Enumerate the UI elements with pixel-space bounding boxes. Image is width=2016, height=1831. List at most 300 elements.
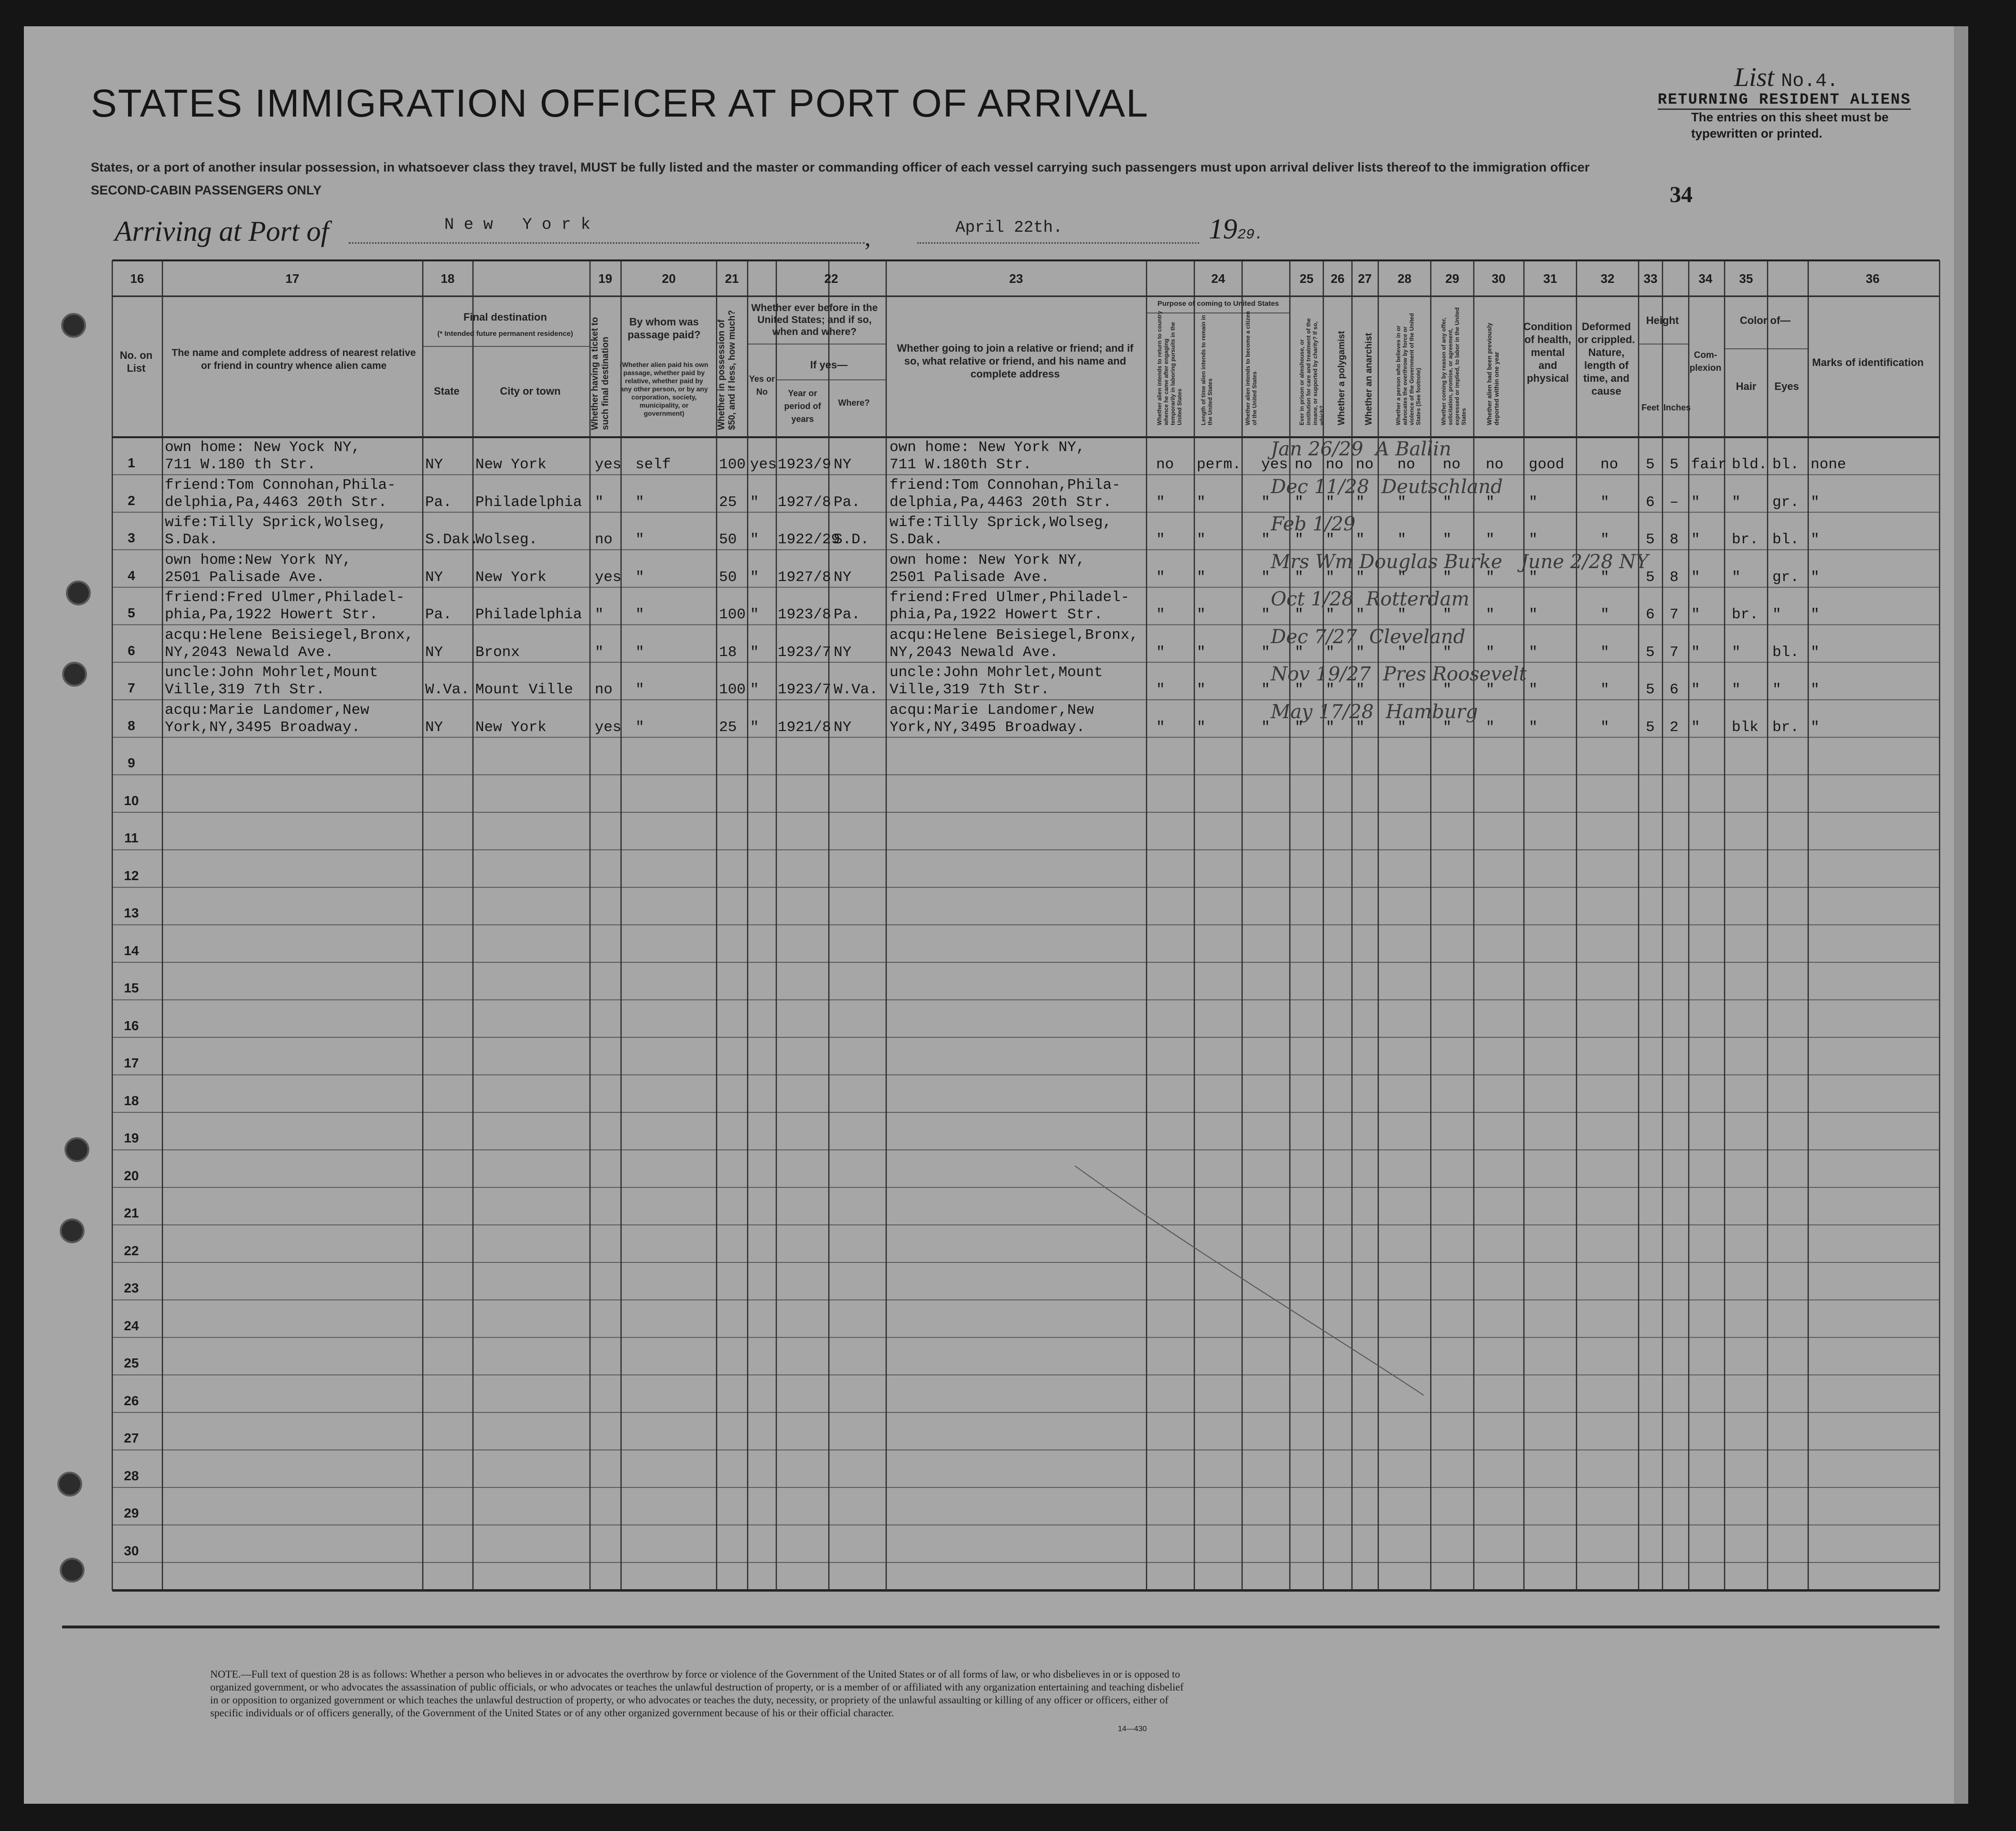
hdr-overthrow: Whether a person who believes in or advocates the overthrow by force or violence of the Government of the United States (See footnote) <box>1395 313 1422 425</box>
join-relative-line2: S.Dak. <box>890 531 943 548</box>
row-number: 2 <box>128 493 135 508</box>
destination-state: NY <box>425 456 443 473</box>
binder-hole <box>60 1218 85 1243</box>
prison-value: " <box>1295 644 1304 661</box>
overthrow-value: no <box>1397 456 1415 473</box>
identification-marks: " <box>1811 681 1820 698</box>
footer-note: NOTE.—Full text of question 28 is as follows: Whether a person who believes in or advocates the overthrow by force or violence of the Government of the United States or of all forms of law, or who disbelieves in or is opposed to organized government, or who advocates the assassination of public officials, or who advocates or teaches the unlawful destruction of property, or is a member of or affiliated with any organization entertaining and teaching disbelief in or opposition to organized government or which teaches the unlawful destruction of property, or who advocates or teaches the duty, necessity, or propriety of the unlawful assaulting or killing of any officer or officers, either of specific individuals or of officers generally, of the Government of the United States or of any other organized government because of his or their official character. <box>210 1668 1184 1719</box>
year-prefix: 19 <box>1209 213 1237 245</box>
handwritten-annotation: Dec 7/27 Cleveland <box>1271 625 1466 648</box>
purpose-citizen: " <box>1261 681 1270 698</box>
hair-color: " <box>1732 681 1741 698</box>
handwritten-annotation: Feb 1/29 <box>1271 513 1356 535</box>
offer-value: no <box>1443 456 1461 473</box>
ticket-value: " <box>595 644 604 661</box>
prison-value: " <box>1295 606 1304 623</box>
binder-hole <box>61 313 86 338</box>
relative-address-line1: acqu:Helene Beisiegel,Bronx, <box>165 626 414 644</box>
complexion-value: fair <box>1691 456 1727 473</box>
ticket-value: yes <box>595 719 622 736</box>
health-value: " <box>1529 531 1538 548</box>
row-number: 5 <box>128 605 135 620</box>
purpose-citizen: " <box>1261 719 1270 736</box>
money-value: 25 <box>719 494 737 511</box>
destination-city: New York <box>475 456 547 473</box>
overthrow-value: " <box>1397 719 1406 736</box>
eye-color: gr. <box>1772 494 1799 511</box>
column-number: 32 <box>1600 271 1615 286</box>
destination-city: New York <box>475 569 547 586</box>
deported-value: no <box>1486 456 1504 473</box>
join-relative-line2: NY,2043 Newald Ave. <box>890 644 1059 661</box>
list-label: List <box>1734 63 1775 92</box>
offer-value: " <box>1443 681 1452 698</box>
prison-value: " <box>1295 569 1304 586</box>
eye-color: bl. <box>1772 456 1799 473</box>
hdr-yes-no: Yes or No <box>749 374 775 397</box>
purpose-length: perm. <box>1197 456 1242 473</box>
deported-value: " <box>1486 681 1495 698</box>
deported-value: " <box>1486 606 1495 623</box>
money-value: 50 <box>719 569 737 586</box>
column-number: 33 <box>1643 271 1658 286</box>
row-number: 7 <box>128 680 135 695</box>
list-value: No.4. <box>1781 71 1839 92</box>
complexion-value: " <box>1691 531 1700 548</box>
cabin-class: SECOND-CABIN PASSENGERS ONLY <box>91 183 322 197</box>
offer-value: " <box>1443 719 1452 736</box>
passage-paid: " <box>635 569 644 586</box>
polygamist-value: " <box>1326 606 1335 623</box>
column-number: 20 <box>662 271 676 286</box>
row-number: 27 <box>124 1431 139 1445</box>
hdr-passage-note: (Whether alien paid his own passage, whether paid by relative, whether paid by any other person, or by any corporation, society, municipality, or government) <box>620 361 708 417</box>
hdr-if-yes: If yes— <box>810 359 848 371</box>
polygamist-value: " <box>1326 681 1335 698</box>
hair-color: br. <box>1732 606 1759 623</box>
relative-address-line1: acqu:Marie Landomer,New <box>165 701 369 719</box>
hdr-polygamist: Whether a polygamist <box>1337 331 1347 425</box>
page-number: 34 <box>1670 182 1693 207</box>
hdr-no-on-list: No. on List <box>119 349 153 374</box>
hdr-anarchist: Whether an anarchist <box>1364 333 1374 425</box>
handwritten-annotation: Nov 19/27 Pres Roosevelt <box>1271 663 1527 685</box>
destination-state: NY <box>425 719 443 736</box>
destination-city: Philadelphia <box>475 606 582 623</box>
row-number: 24 <box>124 1318 139 1333</box>
before-us-year: 1923/9 <box>778 456 831 473</box>
year-suffix: 29. <box>1237 227 1264 243</box>
ticket-value: no <box>595 681 613 698</box>
destination-state: S.Dak. <box>425 531 479 548</box>
binder-hole <box>62 662 87 687</box>
anarchist-value: " <box>1356 644 1365 661</box>
identification-marks: " <box>1811 569 1820 586</box>
offer-value: " <box>1443 494 1452 511</box>
deported-value: " <box>1486 494 1495 511</box>
hdr-before-us: Whether ever before in the United States; and if so, when and where? <box>751 302 878 337</box>
destination-state: NY <box>425 644 443 661</box>
complexion-value: " <box>1691 719 1700 736</box>
deformed-value: " <box>1600 494 1609 511</box>
destination-city: New York <box>475 719 547 736</box>
binder-hole <box>64 1137 89 1162</box>
column-number: 27 <box>1358 271 1372 286</box>
hdr-purpose-a: Whether alien intends to return to country whence he came after engaging temporarily in laboring pursuits in the United States <box>1156 311 1183 425</box>
passage-paid: " <box>635 494 644 511</box>
polygamist-value: " <box>1326 531 1335 548</box>
height-inches: – <box>1670 494 1679 511</box>
anarchist-value: " <box>1356 569 1365 586</box>
hdr-coming-offer: Whether coming by reason of any offer, solicitation, promise, or agreement, expressed or implied, to labor in the United States <box>1440 307 1467 425</box>
row-number: 29 <box>124 1506 139 1520</box>
hair-color: blk <box>1732 719 1759 736</box>
hair-color: br. <box>1732 531 1759 548</box>
height-inches: 7 <box>1670 606 1679 623</box>
height-inches: 6 <box>1670 681 1679 698</box>
form-subtitle: States, or a port of another insular possession, in whatsoever class they travel, MUST be fully listed and the master or commanding officer of each vessel carrying such passengers must upon arrival deliver lists thereof to the immigration officer <box>91 160 1590 174</box>
eye-color: bl. <box>1772 644 1799 661</box>
purpose-return: no <box>1156 456 1174 473</box>
hdr-money: Whether in possession of $50, and if less, how much? <box>717 310 737 430</box>
passage-paid: " <box>635 719 644 736</box>
before-us-year: 1923/7 <box>778 681 831 698</box>
hdr-inches: Inches <box>1663 403 1691 412</box>
destination-city: Mount Ville <box>475 681 573 698</box>
deported-value: " <box>1486 531 1495 548</box>
form-number: 14—430 <box>1118 1725 1147 1733</box>
money-value: 100 <box>719 606 746 623</box>
column-number: 16 <box>130 271 144 286</box>
before-us-yes-no: " <box>750 494 759 511</box>
hdr-health: Condition of health, mental and physical <box>1523 321 1573 384</box>
hdr-deported: Whether alien had been previously deported within one year <box>1486 323 1500 425</box>
destination-state: Pa. <box>425 494 452 511</box>
row-number: 25 <box>124 1356 139 1370</box>
purpose-length: " <box>1197 606 1206 623</box>
destination-city: Philadelphia <box>475 494 582 511</box>
passage-paid: " <box>635 606 644 623</box>
row-number: 26 <box>124 1393 139 1408</box>
before-us-year: 1923/8 <box>778 606 831 623</box>
hdr-marks: Marks of identification <box>1812 356 1924 368</box>
height-feet: 5 <box>1646 719 1655 736</box>
binder-hole <box>60 1558 85 1583</box>
purpose-citizen: " <box>1261 644 1270 661</box>
eye-color: br. <box>1772 719 1799 736</box>
port-line <box>349 241 865 244</box>
row-number: 9 <box>128 755 135 770</box>
row-number: 4 <box>128 568 135 583</box>
join-relative-line2: phia,Pa,1922 Howert Str. <box>890 606 1103 623</box>
prison-value: no <box>1295 456 1313 473</box>
hdr-purpose-c: Whether alien intends to become a citizen of the United States <box>1244 311 1258 425</box>
before-us-where: NY <box>834 569 852 586</box>
passage-paid: " <box>635 681 644 698</box>
hdr-color-of: Color of— <box>1739 314 1791 326</box>
hdr-year-period: Year or period of years <box>784 388 821 424</box>
hdr-feet: Feet <box>1641 403 1659 412</box>
hdr-relative: Whether going to join a relative or friend; and if so, what relative or friend, and his name and complete address <box>897 342 1134 380</box>
health-value: good <box>1529 456 1565 473</box>
before-us-where: Pa. <box>834 494 860 511</box>
row-number: 20 <box>124 1168 139 1183</box>
hdr-passage: By whom was passage paid? <box>627 316 701 341</box>
hdr-state: State <box>434 385 460 397</box>
prison-value: " <box>1295 719 1304 736</box>
prison-value: " <box>1295 531 1304 548</box>
join-relative-line2: Ville,319 7th Str. <box>890 681 1050 698</box>
height-feet: 6 <box>1646 494 1655 511</box>
health-value: " <box>1529 606 1538 623</box>
purpose-length: " <box>1197 531 1206 548</box>
anarchist-value: " <box>1356 494 1365 511</box>
purpose-length: " <box>1197 681 1206 698</box>
height-feet: 5 <box>1646 569 1655 586</box>
relative-address-line1: own home:New York NY, <box>165 551 352 569</box>
column-number: 23 <box>1009 271 1023 286</box>
height-inches: 2 <box>1670 719 1679 736</box>
height-feet: 5 <box>1646 531 1655 548</box>
relative-address-line1: friend:Fred Ulmer,Philadel- <box>165 589 405 606</box>
join-relative-line2: delphia,Pa,4463 20th Str. <box>890 494 1112 511</box>
purpose-citizen: " <box>1261 494 1270 511</box>
identification-marks: none <box>1811 456 1846 473</box>
destination-city: Bronx <box>475 644 520 661</box>
purpose-return: " <box>1156 681 1165 698</box>
row-number: 3 <box>128 530 135 545</box>
join-relative-line1: acqu:Marie Landomer,New <box>890 701 1094 719</box>
deformed-value: " <box>1600 681 1609 698</box>
money-value: 25 <box>719 719 737 736</box>
money-value: 100 <box>719 456 746 473</box>
row-number: 16 <box>124 1018 139 1033</box>
purpose-length: " <box>1197 569 1206 586</box>
complexion-value: " <box>1691 644 1700 661</box>
overthrow-value: " <box>1397 531 1406 548</box>
before-us-where: NY <box>834 456 852 473</box>
height-feet: 5 <box>1646 681 1655 698</box>
before-us-where: NY <box>834 644 852 661</box>
overthrow-value: " <box>1397 494 1406 511</box>
relative-address-line2: S.Dak. <box>165 531 218 548</box>
purpose-return: " <box>1156 494 1165 511</box>
destination-state: NY <box>425 569 443 586</box>
handwritten-annotation: Oct 1/28 Rotterdam <box>1271 588 1469 610</box>
purpose-return: " <box>1156 719 1165 736</box>
before-us-yes-no: " <box>750 569 759 586</box>
arriving-label: Arriving at Port of <box>115 215 329 247</box>
height-feet: 5 <box>1646 456 1655 473</box>
join-relative-line2: York,NY,3495 Broadway. <box>890 719 1085 736</box>
deformed-value: " <box>1600 719 1609 736</box>
hdr-hair: Hair <box>1736 380 1757 392</box>
passage-paid: " <box>635 644 644 661</box>
hair-color: " <box>1732 569 1741 586</box>
relative-address-line1: friend:Tom Connohan,Phila- <box>165 476 396 494</box>
relative-address-line2: delphia,Pa,4463 20th Str. <box>165 494 387 511</box>
column-number: 19 <box>598 271 612 286</box>
row-number: 23 <box>124 1281 139 1295</box>
overthrow-value: " <box>1397 644 1406 661</box>
before-us-year: 1922/29 <box>778 531 840 548</box>
anarchist-value: " <box>1356 681 1365 698</box>
ticket-value: " <box>595 606 604 623</box>
before-us-yes-no: " <box>750 681 759 698</box>
purpose-citizen: " <box>1261 606 1270 623</box>
row-number: 6 <box>128 643 135 658</box>
passage-paid: self <box>635 456 671 473</box>
column-number: 25 <box>1299 271 1314 286</box>
column-number: 22 <box>824 271 838 286</box>
join-relative-line2: 2501 Palisade Ave. <box>890 569 1050 586</box>
before-us-year: 1927/8 <box>778 569 831 586</box>
health-value: " <box>1529 569 1538 586</box>
identification-marks: " <box>1811 719 1820 736</box>
row-number: 22 <box>124 1243 139 1258</box>
overthrow-value: " <box>1397 681 1406 698</box>
polygamist-value: " <box>1326 719 1335 736</box>
relative-address-line2: NY,2043 Newald Ave. <box>165 644 334 661</box>
eye-color: " <box>1772 681 1781 698</box>
hdr-final-destination: Final destination <box>463 311 547 323</box>
relative-address-line1: own home: New Yock NY, <box>165 439 361 456</box>
returning-resident-aliens: RETURNING RESIDENT ALIENS <box>1658 91 1911 110</box>
destination-city: Wolseg. <box>475 531 538 548</box>
hair-color: " <box>1732 644 1741 661</box>
height-feet: 5 <box>1646 644 1655 661</box>
height-inches: 7 <box>1670 644 1679 661</box>
before-us-yes-no: " <box>750 719 759 736</box>
money-value: 18 <box>719 644 737 661</box>
purpose-return: " <box>1156 606 1165 623</box>
deported-value: " <box>1486 644 1495 661</box>
ticket-value: yes <box>595 456 622 473</box>
relative-address-line2: 2501 Palisade Ave. <box>165 569 325 586</box>
column-number: 31 <box>1543 271 1557 286</box>
purpose-length: " <box>1197 494 1206 511</box>
before-us-year: 1923/7 <box>778 644 831 661</box>
eye-color: gr. <box>1772 569 1799 586</box>
ticket-value: " <box>595 494 604 511</box>
row-number: 10 <box>124 793 139 808</box>
join-relative-line1: own home: New York NY, <box>890 551 1085 569</box>
overthrow-value: " <box>1397 569 1406 586</box>
column-number: 28 <box>1397 271 1412 286</box>
before-us-yes-no: yes <box>750 456 777 473</box>
before-us-yes-no: " <box>750 531 759 548</box>
typewritten-note: The entries on this sheet must be typewritten or printed. <box>1691 110 1889 140</box>
join-relative-line1: wife:Tilly Sprick,Wolseg, <box>890 514 1112 531</box>
row-number: 30 <box>124 1543 139 1558</box>
deported-value: " <box>1486 569 1495 586</box>
complexion-value: " <box>1691 494 1700 511</box>
complexion-value: " <box>1691 569 1700 586</box>
hdr-name-address: The name and complete address of nearest relative or friend in country whence alien came <box>172 347 416 371</box>
purpose-length: " <box>1197 644 1206 661</box>
relative-address-line1: uncle:John Mohrlet,Mount <box>165 664 378 681</box>
hair-color: bld. <box>1732 456 1768 473</box>
purpose-return: " <box>1156 531 1165 548</box>
prison-value: " <box>1295 681 1304 698</box>
column-number: 35 <box>1739 271 1753 286</box>
offer-value: " <box>1443 531 1452 548</box>
row-number: 21 <box>124 1206 139 1220</box>
row-number: 19 <box>124 1131 139 1145</box>
hdr-ticket: Whether having a ticket to such final destination <box>590 317 611 430</box>
row-number: 28 <box>124 1468 139 1483</box>
purpose-length: " <box>1197 719 1206 736</box>
passage-paid: " <box>635 531 644 548</box>
handwritten-annotation: Jan 26/29 A Ballin <box>1271 438 1452 460</box>
hdr-city: City or town <box>500 385 561 397</box>
row-number: 17 <box>124 1056 139 1070</box>
anarchist-value: no <box>1356 456 1374 473</box>
deformed-value: " <box>1600 644 1609 661</box>
ticket-value: no <box>595 531 613 548</box>
offer-value: " <box>1443 606 1452 623</box>
hdr-prison: Ever in prison or almshouse, or institution for care and treatment of the insane, or supported by charity? If so, which? <box>1298 318 1325 425</box>
anarchist-value: " <box>1356 531 1365 548</box>
row-number: 1 <box>128 455 135 470</box>
relative-address-line1: wife:Tilly Sprick,Wolseg, <box>165 514 387 531</box>
purpose-citizen: " <box>1261 531 1270 548</box>
relative-address-line2: Ville,319 7th Str. <box>165 681 325 698</box>
column-number: 17 <box>285 271 300 286</box>
hdr-height: Height <box>1646 314 1679 326</box>
binder-hole <box>66 581 91 605</box>
health-value: " <box>1529 494 1538 511</box>
relative-address-line2: 711 W.180 th Str. <box>165 456 316 473</box>
polygamist-value: " <box>1326 569 1335 586</box>
join-relative-line1: uncle:John Mohrlet,Mount <box>890 664 1103 681</box>
comma: , <box>865 224 871 251</box>
row-number: 11 <box>124 830 139 845</box>
column-number: 36 <box>1866 271 1880 286</box>
before-us-year: 1927/8 <box>778 494 831 511</box>
anarchist-value: " <box>1356 606 1365 623</box>
complexion-value: " <box>1691 606 1700 623</box>
column-number: 21 <box>725 271 739 286</box>
anarchist-value: " <box>1356 719 1365 736</box>
before-us-year: 1921/8 <box>778 719 831 736</box>
height-inches: 5 <box>1670 456 1679 473</box>
date-line <box>917 241 1199 244</box>
before-us-where: Pa. <box>834 606 860 623</box>
column-number: 30 <box>1491 271 1506 286</box>
purpose-citizen: " <box>1261 569 1270 586</box>
join-relative-line2: 711 W.180th Str. <box>890 456 1032 473</box>
row-number: 12 <box>124 868 139 883</box>
join-relative-line1: own home: New York NY, <box>890 439 1085 456</box>
ticket-value: yes <box>595 569 622 586</box>
handwritten-annotation: Dec 11/28 Deutschland <box>1271 475 1503 498</box>
hdr-purpose: Purpose of coming to United States <box>1157 300 1279 308</box>
identification-marks: " <box>1811 494 1820 511</box>
before-us-where: NY <box>834 719 852 736</box>
row-number: 18 <box>124 1093 139 1108</box>
before-us-where: W.Va. <box>834 681 879 698</box>
date-value: April 22th. <box>955 219 1063 237</box>
polygamist-value: no <box>1326 456 1344 473</box>
hdr-eyes: Eyes <box>1774 380 1799 392</box>
before-us-yes-no: " <box>750 606 759 623</box>
join-relative-line1: friend:Tom Connohan,Phila- <box>890 476 1121 494</box>
offer-value: " <box>1443 644 1452 661</box>
eye-color: " <box>1772 606 1781 623</box>
row-number: 15 <box>124 980 139 995</box>
health-value: " <box>1529 681 1538 698</box>
